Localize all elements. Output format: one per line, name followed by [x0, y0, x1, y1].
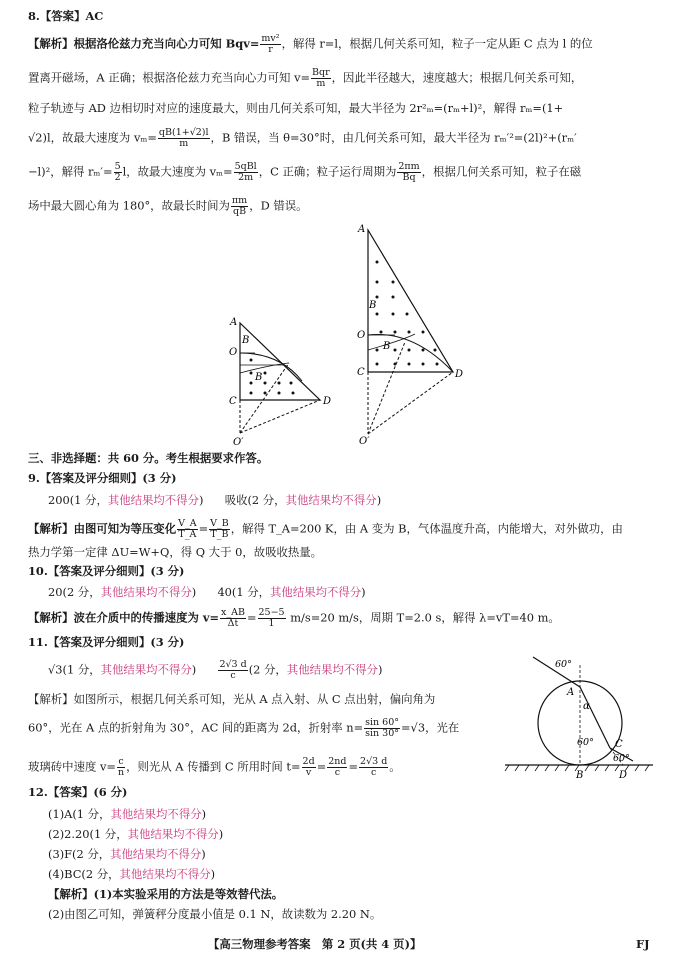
- q11-explain-line1: 【解析】如图所示，根据几何关系可知，光从 A 点入射、从 C 点出射，偏向角为: [28, 692, 436, 706]
- fraction: $\frac{\pi m}{qB}$: [231, 195, 248, 217]
- triangle-acd: [240, 323, 320, 400]
- fraction: $\frac{\text{5qBl}}{2m}$: [234, 161, 257, 183]
- q9-answers: 200(1 分，其他结果均不得分) 吸收(2 分，其他结果均不得分): [48, 493, 382, 507]
- fraction: $\frac{2nd}{c}$: [328, 756, 347, 778]
- footer-code: FJ: [636, 937, 650, 951]
- fraction: $\frac{2d}{v}$: [302, 756, 315, 778]
- label-d: D: [619, 770, 628, 781]
- label-a: A: [358, 224, 366, 235]
- dashed-line: [368, 372, 453, 434]
- fraction: $\frac{c}{n}$: [117, 756, 125, 778]
- q10-answers: 20(2 分，其他结果均不得分) 40(1 分，其他结果均不得分): [48, 585, 366, 599]
- arc-path: [240, 353, 302, 381]
- label-a: A: [230, 317, 238, 328]
- fraction: $\frac{qB(1+√2)l}{m}$: [158, 127, 209, 149]
- label-c: C: [357, 367, 365, 378]
- q8-explain-line5: −l)²，解得 rₘ′= $\frac{5}{2}$ l，故最大速度为 vₘ= $\frac{\text{5qBl}}{2m}$ ，C 正确；粒子运行周期为 $\frac{2\pi m}{Bq}$ ，根据几何关系可知，粒子在磁: [28, 161, 582, 183]
- label-b2: B: [383, 341, 391, 352]
- fraction: $\frac{2√3 d}{c}$: [360, 756, 388, 778]
- page-footer: 【高三物理参考答案 第 2 页(共 4 页)】: [208, 937, 422, 951]
- magnetic-field-figure-1: [225, 315, 345, 448]
- triangle-acd: [368, 230, 453, 372]
- label-d: D: [455, 369, 464, 380]
- label-o-prime: O′: [359, 436, 370, 447]
- label-alpha: α: [583, 701, 590, 712]
- label-b: B: [576, 770, 584, 781]
- label-c: C: [615, 739, 623, 750]
- q8-explain-line4: √2)l，故最大速度为 vₘ= $\frac{qB(1+√2)l}{m}$ ，B 错误，当 θ=30°时，由几何关系可知，最大半径为 rₘ′²=(2l)²+(rₘ′: [28, 127, 577, 149]
- angle-label: 60°: [613, 753, 630, 764]
- q8-explain-line6: 场中最大圆心角为 180°，故最长时间为 $\frac{\pi m}{qB}$ ，D 错误。: [28, 195, 308, 217]
- fraction: $\frac{x\_AB}{\Delta t}$: [221, 607, 245, 629]
- q11-head: 11.【答案及评分细则】(3 分): [28, 635, 185, 649]
- section-heading: 三、非选择题：共 60 分。考生根据要求作答。: [28, 451, 269, 465]
- fraction: $\frac{\text{Bqr}}{m}$: [312, 67, 330, 89]
- q9-explain-line2: 热力学第一定律 ΔU=W+Q，得 Q 大于 0，故吸收热量。: [28, 545, 323, 559]
- angle-label: 60°: [555, 659, 572, 670]
- arc-path-2: [368, 334, 415, 350]
- label-o-prime: O′: [233, 437, 244, 448]
- q10-explain: 【解析】波在介质中的传播速度为 v= $\frac{x\_AB}{\Delta t}$ = $\frac{25-5}{1}$ m/s=20 m/s，周期 T=2.0 s，解得 λ=vT=40 m。: [28, 607, 560, 629]
- fraction: $\frac{2√3 d}{c}$: [219, 659, 247, 681]
- q8-explain-line3: 粒子轨迹与 AD 边相切时对应的速度最大，则由几何关系可知，最大半径为 2r²ₘ=(rₘ+l)²，解得 rₘ=(1+: [28, 101, 564, 115]
- q12-item-4: (4)BC(2 分，其他结果均不得分): [48, 867, 216, 881]
- fraction: $\frac{25-5}{1}$: [258, 607, 285, 629]
- q12-item-3: (3)F(2 分，其他结果均不得分): [48, 847, 206, 861]
- label-o: O: [229, 347, 238, 358]
- q9-head: 9.【答案及评分细则】(3 分): [28, 471, 177, 485]
- arc-path-2: [240, 363, 289, 373]
- q8-explain-line2: 置离开磁场，A 正确；根据洛伦兹力充当向心力可知 v= $\frac{\text{Bqr}}{m}$ ，因此半径越大，速度越大；根据几何关系可知，: [28, 67, 583, 89]
- magnetic-field-figure-2: [355, 222, 475, 447]
- fraction: $\frac{V\_B}{T\_B}$: [210, 518, 229, 540]
- glass-sphere-figure: [505, 655, 655, 780]
- q11-explain-line3: 玻璃砖中速度 v= $\frac{c}{n}$ ，则光从 A 传播到 C 所用时间 t= $\frac{2d}{v}$ = $\frac{2nd}{c}$ = $\frac{2√3 d}{c}$ 。: [28, 756, 401, 778]
- fraction: $\frac{5}{2}$: [114, 161, 121, 183]
- q10-head: 10.【答案及评分细则】(3 分): [28, 564, 185, 578]
- label-b2: B: [255, 372, 263, 383]
- label-c: C: [229, 396, 237, 407]
- q12-explain-line1: 【解析】(1)本实验采用的方法是等效替代法。: [48, 887, 284, 901]
- label-b: B: [369, 300, 377, 311]
- dashed-line: [368, 342, 405, 434]
- arc-path: [368, 334, 453, 372]
- q12-head: 12.【答案】(6 分): [28, 785, 128, 799]
- angle-label: 60°: [577, 737, 594, 748]
- q12-explain-line2: (2)由图乙可知，弹簧秤分度最小值是 0.1 N，故读数为 2.20 N。: [48, 907, 382, 921]
- label-o: O: [357, 330, 366, 341]
- label-b: B: [242, 335, 250, 346]
- q11-explain-line2: 60°，光在 A 点的折射角为 30°，AC 间的距离为 2d，折射率 n= $\frac{\sin 60^\circ}{\sin 30^\circ}$ =√3，光在: [28, 717, 460, 739]
- fraction: $\frac{V\_A}{T\_A}$: [178, 518, 197, 540]
- q8-answer: 8.【答案】AC: [28, 9, 104, 23]
- label-a: A: [567, 687, 575, 698]
- fraction: $\frac{\text{mv²}}{r}$: [261, 33, 280, 55]
- label-d: D: [323, 396, 332, 407]
- fraction: $\frac{\sin 60^\circ}{\sin 30^\circ}$: [365, 717, 400, 739]
- q8-explain-line1: 【解析】根据洛伦兹力充当向心力可知 Bqv= $\frac{\text{mv²}}{r}$ ，解得 r=l，根据几何关系可知，粒子一定从距 C 点为 l 的位: [28, 33, 593, 55]
- q9-explain-line1: 【解析】由图可知为等压变化 $\frac{V\_A}{T\_A}$ = $\frac{V\_B}{T\_B}$ ，解得 T_A=200 K，由 A 变为 B，气体温度升高，内能增大，对外做功，由: [28, 518, 623, 540]
- q11-answers: √3(1 分，其他结果均不得分) $\frac{2√3 d}{c}$ (2 分，其他结果均不得分): [48, 659, 383, 681]
- fraction: $\frac{2\pi m}{Bq}$: [398, 161, 420, 183]
- q12-item-2: (2)2.20(1 分，其他结果均不得分): [48, 827, 224, 841]
- q12-item-1: (1)A(1 分，其他结果均不得分): [48, 807, 207, 821]
